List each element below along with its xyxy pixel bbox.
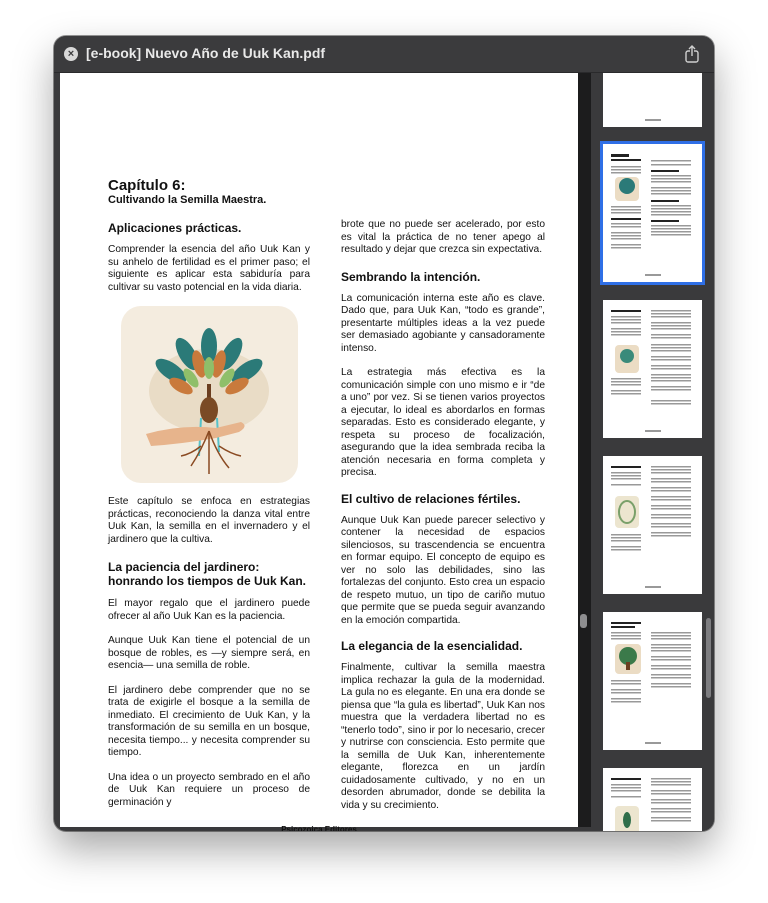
left-column-top xyxy=(108,221,310,294)
left-column-bottom xyxy=(108,496,310,809)
paragraph: La comunicación interna este año es clave. Dado que, para Uuk Kan, “todo es grande”, presentarte múltiples ideas a la vez puede ser demasiado agobiante y cansadoramente intenso. xyxy=(341,292,545,354)
page-thumbnail[interactable] xyxy=(603,300,702,438)
paragraph: Aunque Uuk Kan tiene el potencial de un bosque de robles, es —y siempre será, en esencia— una semilla de roble. xyxy=(108,635,310,671)
paragraph: Este capítulo se enfoca en estrategias prácticas, reconociendo la danza vital entre Uuk Kan, la semilla en el invernadero y el jardinero que la cultiva. xyxy=(108,496,310,545)
page-footer: Psicozoica Editores xyxy=(281,825,357,831)
paragraph: Aunque Uuk Kan puede parecer selectivo y contener la necesidad de espacios silenciosos, su trascendencia se encuentra en formar equipo. El concepto de equipo es ver no solo las debilidades, sino las fortalezas del conjunto. Esto crea un espacio de respeto mutuo, un tipo de cariño mutuo que permite que se pueda seguir avanzando en la emoción compartida. xyxy=(341,514,545,626)
section-heading: La paciencia del jardinero: xyxy=(108,560,260,574)
paragraph: El mayor regalo que el jardinero puede ofrecer al año Uuk Kan es la paciencia. xyxy=(108,598,310,622)
page-thumbnail[interactable] xyxy=(603,768,702,831)
page-thumbnail[interactable] xyxy=(603,456,702,594)
page-thumbnail[interactable] xyxy=(603,73,702,127)
close-icon[interactable]: × xyxy=(64,47,78,61)
section-heading: Sembrando la intención. xyxy=(341,269,481,284)
chapter-title: Capítulo 6: xyxy=(108,177,186,194)
section-heading: El cultivo de relaciones fértiles. xyxy=(341,491,521,506)
chapter-subtitle: Cultivando la Semilla Maestra. xyxy=(108,194,267,206)
share-icon[interactable] xyxy=(684,45,700,63)
paragraph: Finalmente, cultivar la semilla maestra implica rechazar la gula de la modernidad. La gula no es elegante. En una era donde se piensa que “la gula es libertad”, Uuk Kan nos muestra que la verdadera libertad no es “tenerlo todo”, sino ir por lo necesario, crecer y nutrirse con consciencia. Esto permite que la semilla de Uuk Kan, inherentemente elegante, florezca en un jardín cuidadosamente cultivado, y no en un desorden abrumador, donde se debilita la vida y su crecimiento. xyxy=(341,662,545,811)
thumbnail-sidebar[interactable] xyxy=(591,73,714,831)
right-column xyxy=(341,219,545,812)
section-heading: La elegancia de la esencialidad. xyxy=(341,639,523,653)
document-view[interactable] xyxy=(60,73,591,831)
page-edge xyxy=(578,73,591,827)
title-bar xyxy=(54,36,714,73)
tree-seed-illustration xyxy=(121,306,298,483)
sidebar-scrollbar[interactable] xyxy=(706,618,711,698)
scroll-handle[interactable] xyxy=(580,614,587,628)
section-heading: honrando los tiempos de Uuk Kan. xyxy=(108,574,307,588)
paragraph: El jardinero debe comprender que no se trata de exigirle el bosque a la semilla de inmediato. El crecimiento de Uuk Kan, y la transformación de su semilla en un bosque, necesita tiempo... y necesita comprender su tiempo. xyxy=(108,684,310,758)
paragraph: Comprender la esencia del año Uuk Kan y su anhelo de fertilidad es el primer paso; el siguiente es aplicar esta sabiduría para cultivar su vasto potencial en la vida diaria. xyxy=(108,244,310,293)
window-title: [e-book] Nuevo Año de Uuk Kan.pdf xyxy=(86,45,326,61)
page-thumbnail[interactable] xyxy=(603,612,702,750)
section-heading: Aplicaciones prácticas. xyxy=(108,221,242,235)
page-thumbnail-selected[interactable] xyxy=(603,144,702,282)
pdf-viewer-window xyxy=(54,36,714,831)
paragraph: brote que no puede ser acelerado, por esto es vital la práctica de no tener apego al resultado y dejar que crezca sin expectativa. xyxy=(341,219,545,255)
paragraph: La estrategia más efectiva es la comunicación simple con uno mismo e ir “de a uno” por vez. Si se tienen varios proyectos a ejecutar, lo ideal es abordarlos en formas separadas. Esto es considerado elegante, y respeta su proceso de focalización, asegurando que la idea sembrada reciba la atención necesaria en forma completa y precisa. xyxy=(341,367,545,478)
paragraph: Una idea o un proyecto sembrado en el año de Uuk Kan requiere un proceso de germinación y xyxy=(108,771,310,808)
pdf-page xyxy=(60,73,578,831)
